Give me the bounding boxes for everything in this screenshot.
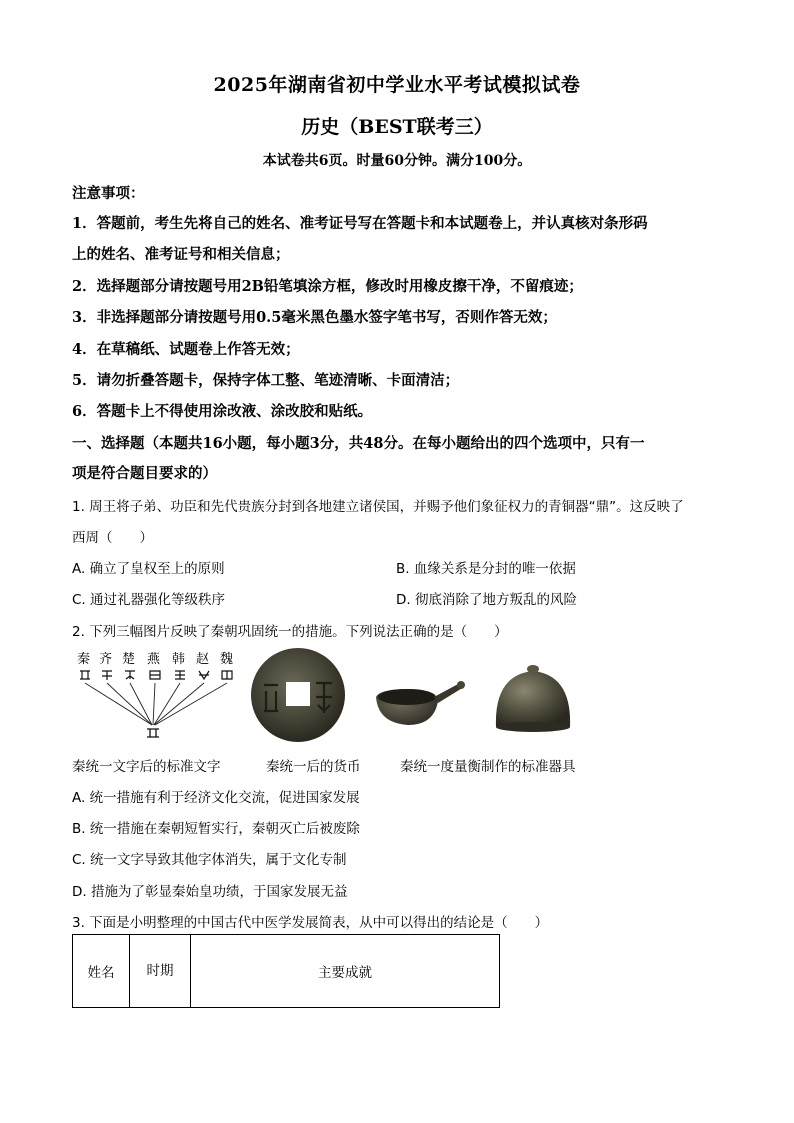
q1-option-d: D. 彻底消除了地方叛乱的风险 [396,592,577,608]
state-label-qin: 秦 [77,652,91,667]
q2-figures [72,645,592,745]
note-item: 5．请勿折叠答题卡，保持字体工整、笔迹清晰、卡面清洁； [72,372,460,389]
q2-option-a: A. 统一措施有利于经济文化交流，促进国家发展 [72,790,360,806]
page-subtitle: 历史（BEST联考三） [301,116,493,138]
exam-info: 本试卷共6页。时量60分钟。满分100分。 [262,153,532,169]
bronze-measure-spoon-image [368,645,478,745]
table-header-row [73,935,500,1008]
state-label-han: 韩 [172,652,186,667]
q2-option-d: D. 措施为了彰显秦始皇功绩，于国家发展无益 [72,884,348,900]
convergence-lines [85,683,227,725]
script-diagram [72,645,242,745]
state-label-qi: 齐 [99,652,113,667]
q1-option-b: B. 血缘关系是分封的唯一依据 [396,561,576,577]
q2-stem: 2. 下列三幅图片反映了秦朝巩固统一的措施。下列说法正确的是（ ） [72,624,508,640]
figure-caption-measure: 秦统一度量衡制作的标准器具 [400,759,576,775]
q3-table [72,934,500,1008]
banliang-coin-image [248,645,348,745]
q2-option-c: C. 统一文字导致其他字体消失，属于文化专制 [72,852,347,868]
q3-stem: 3. 下面是小明整理的中国古代中医学发展简表，从中可以得出的结论是（ ） [72,915,549,931]
state-label-chu: 楚 [122,652,136,667]
note-item: 3．非选择题部分请按题号用0.5毫米黑色墨水签字笔书写，否则作答无效； [72,309,557,326]
q1-option-a: A. 确立了皇权至上的原则 [72,561,225,577]
note-item: 6．答题卡上不得使用涂改液、涂改胶和贴纸。 [72,403,373,420]
bronze-weight-image [488,645,578,745]
notes-heading: 注意事项： [72,185,145,202]
ancient-glyphs [80,671,232,680]
section-heading-cont: 项是符合题目要求的） [72,465,217,482]
table-header-name: 姓名 [73,935,130,1008]
state-label-wei: 魏 [220,652,234,667]
section-heading: 一、选择题（本题共16小题，每小题3分，共48分。在每小题给出的四个选项中，只有一 [72,435,645,452]
q1-stem: 1. 周王将子弟、功臣和先代贵族分封到各地建立诸侯国，并赐予他们象征权力的青铜器“鼎”。这反映了 [72,499,684,515]
figure-caption-coin: 秦统一后的货币 [266,759,361,775]
note-item: 2．选择题部分请按题号用2B铅笔填涂方框，修改时用橡皮擦干净，不留痕迹； [72,278,583,295]
note-item: 上的姓名、准考证号和相关信息； [72,246,290,263]
state-label-zhao: 赵 [196,652,210,667]
state-label-yan: 燕 [147,652,161,667]
q2-option-b: B. 统一措施在秦朝短暂实行，秦朝灭亡后被废除 [72,821,360,837]
page-title: 2025年湖南省初中学业水平考试模拟试卷 [213,74,581,96]
note-item: 4．在草稿纸、试题卷上作答无效； [72,341,300,358]
table-header-achievement: 主要成就 [191,935,500,1008]
table-header-period: 时期 [130,935,191,1008]
q1-option-c: C. 通过礼器强化等级秩序 [72,592,226,608]
figure-caption-script: 秦统一文字后的标准文字 [72,759,221,775]
qin-standard-glyph [147,729,159,737]
note-item: 1．答题前，考生先将自己的姓名、准考证号写在答题卡和本试题卷上，并认真核对条形码 [72,215,648,232]
q1-stem-cont: 西周（ ） [72,530,153,546]
